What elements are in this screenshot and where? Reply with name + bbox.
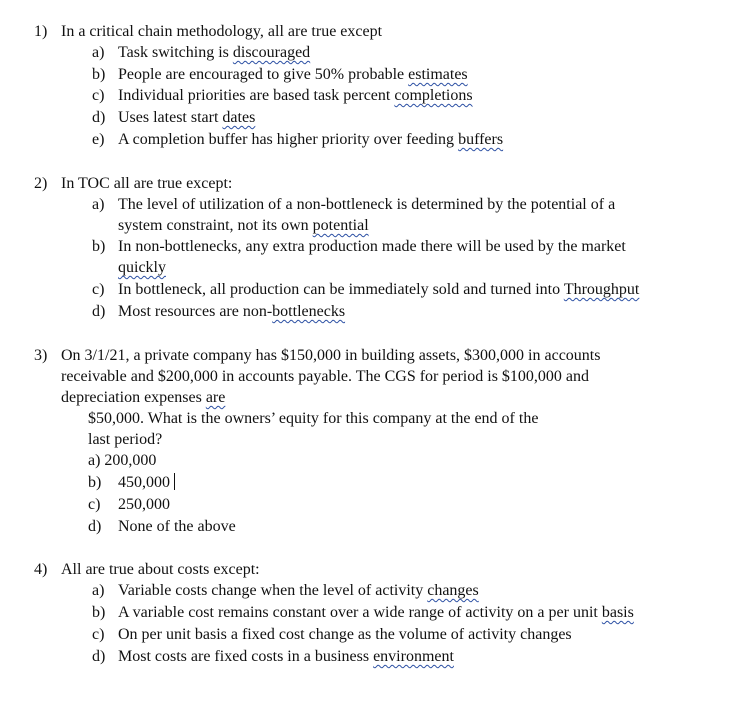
q3-stem-line3-tail: are (205, 389, 226, 406)
q3-option-b-text: 450,000 (118, 474, 170, 491)
q2-option-b-tail: quickly (118, 259, 166, 276)
q1-option-a (118, 43, 310, 63)
q3-stem-line3 (61, 388, 225, 408)
q4-option-d (118, 647, 454, 667)
text-cursor (174, 473, 175, 490)
q1-number: 1) (34, 23, 48, 40)
q2-number: 2) (34, 175, 48, 192)
q4-option-b-label: b) (92, 604, 106, 621)
q1-option-a-tail: discouraged (232, 44, 311, 61)
q1-option-c-text: Individual priorities are based task percent (118, 87, 395, 104)
q3-stem-line5: last period? (88, 431, 163, 448)
q1-option-b-tail: estimates (408, 66, 468, 83)
q2-option-b-label: b) (92, 238, 106, 255)
q2-stem: In TOC all are true except: (61, 175, 233, 192)
q3-option-d-label: d) (88, 518, 102, 535)
q4-option-a-tail: changes (427, 582, 479, 599)
q1-option-c-label: c) (92, 87, 105, 104)
q1-option-e (118, 130, 503, 150)
q3-stem-line1: On 3/1/21, a private company has $150,000 in building assets, $300,000 in accounts (61, 347, 601, 364)
q1-option-d-tail: dates (222, 109, 256, 126)
q3-number: 3) (34, 347, 48, 364)
q4-option-c: On per unit basis a fixed cost change as the volume of activity changes (118, 626, 572, 643)
q4-option-b (118, 603, 634, 623)
q4-option-b-tail: basis (601, 604, 634, 621)
q3-option-a: a) 200,000 (88, 452, 157, 469)
q1-option-a-text: Task switching is (118, 44, 233, 61)
q4-stem: All are true about costs except: (61, 561, 260, 578)
q4-option-a-text: Variable costs change when the level of activity (118, 582, 428, 599)
q3-option-d: None of the above (118, 518, 236, 535)
q4-option-b-text: A variable cost remains constant over a wide range of activity on a per unit (118, 604, 602, 621)
q2-option-a-label: a) (92, 196, 105, 213)
q3-stem-line2: receivable and $200,000 in accounts payable. The CGS for period is $100,000 and (61, 368, 590, 385)
q1-option-e-tail: buffers (458, 131, 504, 148)
q2-option-c (118, 280, 639, 300)
q3-option-c-label: c) (88, 496, 101, 513)
q1-option-b-label: b) (92, 66, 106, 83)
q1-option-a-label: a) (92, 44, 105, 61)
q4-option-d-label: d) (92, 648, 106, 665)
q1-option-b-text: People are encouraged to give 50% probable (118, 66, 409, 83)
q4-option-d-tail: environment (373, 648, 454, 665)
q2-option-c-label: c) (92, 281, 105, 298)
q1-option-d-text: Uses latest start (118, 109, 223, 126)
q2-option-d-tail: bottlenecks (272, 303, 346, 320)
q2-option-d (118, 302, 345, 322)
q2-option-d-label: d) (92, 303, 106, 320)
q4-option-c-label: c) (92, 626, 105, 643)
q2-option-a-line2 (118, 216, 369, 236)
q1-option-c (118, 86, 473, 106)
q1-option-d (118, 108, 255, 128)
q3-option-c: 250,000 (118, 496, 170, 513)
q4-option-a-label: a) (92, 582, 105, 599)
q2-option-a-line1: The level of utilization of a non-bottleneck is determined by the potential of a (118, 196, 616, 213)
q2-option-c-text: In bottleneck, all production can be immediately sold and turned into (118, 281, 564, 298)
q3-stem-line3-text: depreciation expenses (61, 389, 206, 406)
q3-stem-line4: $50,000. What is the owners’ equity for this company at the end of the (88, 410, 539, 427)
q1-option-d-label: d) (92, 109, 106, 126)
q1-option-b (118, 65, 468, 85)
q2-option-a-tail: potential (312, 217, 369, 234)
q1-option-e-label: e) (92, 131, 105, 148)
q2-option-c-tail: Throughput (563, 281, 640, 298)
q2-option-a-line2-text: system constraint, not its own (118, 217, 313, 234)
q1-option-e-text: A completion buffer has higher priority over feeding (118, 131, 459, 148)
q4-option-d-text: Most costs are fixed costs in a business (118, 648, 374, 665)
q2-option-b-line1: In non-bottlenecks, any extra production made there will be used by the market (118, 238, 626, 255)
q2-option-d-text: Most resources are non- (118, 303, 273, 320)
q1-option-c-tail: completions (394, 87, 473, 104)
q4-number: 4) (34, 561, 48, 578)
q4-option-a (118, 581, 479, 601)
q3-option-b-label: b) (88, 474, 102, 491)
q1-stem: In a critical chain methodology, all are true except (61, 23, 383, 40)
q3-option-b (118, 473, 175, 493)
